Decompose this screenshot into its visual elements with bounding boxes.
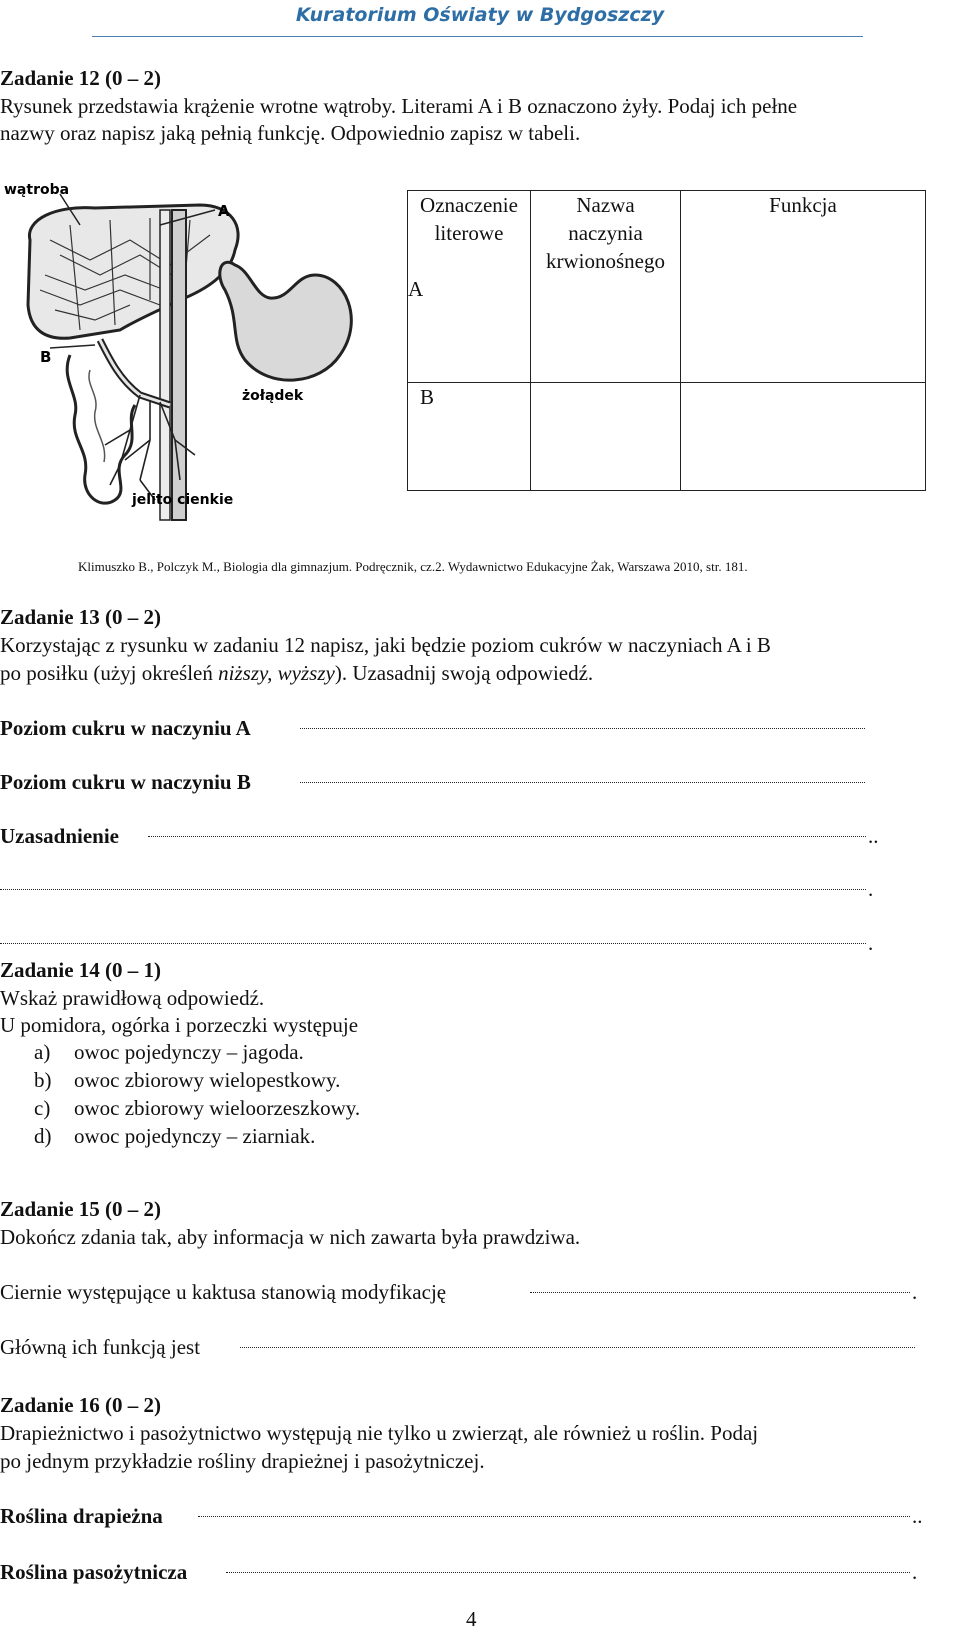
vessel-b-label: B	[40, 348, 52, 366]
row-b-function-answer[interactable]	[681, 383, 926, 491]
task14-heading: Zadanie 14 (0 – 1)	[0, 958, 162, 982]
col2-line1: Nazwa	[576, 193, 635, 217]
task14-option-c[interactable]	[34, 1094, 360, 1122]
task16-text-line2: po jednym przykładzie rośliny drapieżnej i pasożytniczej.	[0, 1449, 485, 1473]
task12-text-line1: Rysunek przedstawia krążenie wrotne wątroby. Literami A i B oznaczono żyły. Podaj ich pełne	[0, 94, 798, 118]
predator-answer-line[interactable]	[198, 1516, 910, 1517]
task13-line2-italic: niższy, wyższy	[218, 661, 335, 685]
predator-label: Roślina drapieżna	[0, 1504, 163, 1528]
task16-heading: Zadanie 16 (0 – 2)	[0, 1393, 162, 1417]
task15-answer-line-1[interactable]	[530, 1292, 910, 1293]
parasite-end: .	[912, 1560, 918, 1584]
row-b-cell	[408, 383, 531, 491]
task13-heading: Zadanie 13 (0 – 2)	[0, 605, 162, 629]
task12-text-line2: nazwy oraz napisz jaką pełnią funkcję. Odpowiednio zapisz w tabeli.	[0, 121, 581, 145]
predator-prompt	[0, 1502, 163, 1530]
row-a-label: A	[408, 277, 424, 301]
justification-line-1[interactable]	[148, 836, 866, 837]
task16-text-line1: Drapieżnictwo i pasożytnictwo występują nie tylko u zwierząt, ale również u roślin. Podaj	[0, 1421, 759, 1445]
parasite-label: Roślina pasożytnicza	[0, 1560, 188, 1584]
parasite-answer-line[interactable]	[226, 1572, 910, 1573]
hepatic-portal-figure	[0, 180, 400, 530]
option-text: owoc zbiorowy wielopestkowy.	[74, 1068, 341, 1092]
level-b-label: Poziom cukru w naczyniu B	[0, 770, 251, 794]
option-letter: a)	[34, 1040, 51, 1064]
row-b-name-answer[interactable]	[531, 383, 681, 491]
justification-label: Uzasadnienie	[0, 824, 120, 848]
task15-instruction: Dokończ zdania tak, aby informacja w nich zawarta była prawdziwa.	[0, 1225, 581, 1249]
task15-end-1: .	[912, 1280, 918, 1304]
task12-answer-table	[407, 190, 926, 491]
justification-end-3: .	[868, 931, 874, 955]
page-header: Kuratorium Oświaty w Bydgoszczy	[295, 4, 665, 26]
task15-heading: Zadanie 15 (0 – 2)	[0, 1197, 162, 1221]
level-a-label: Poziom cukru w naczyniu A	[0, 716, 251, 740]
col3-label: Funkcja	[769, 193, 837, 217]
task14-option-b[interactable]	[34, 1066, 340, 1094]
parasite-prompt	[0, 1558, 187, 1586]
row-b-label: B	[420, 385, 435, 409]
predator-end: ..	[912, 1504, 923, 1528]
task15-sentence-1: Ciernie występujące u kaktusa stanowią modyfikację	[0, 1280, 447, 1304]
task14-option-a[interactable]	[34, 1038, 304, 1066]
header-cell-function	[681, 191, 926, 383]
level-a-answer-line[interactable]	[300, 728, 865, 729]
justification-end-1: ..	[868, 824, 879, 848]
option-letter: b)	[34, 1068, 52, 1092]
header-cell-letter	[408, 191, 531, 383]
task13-line2-pre: po posiłku (użyj określeń	[0, 661, 219, 685]
task13-text-line2	[0, 659, 593, 687]
justification-line-2[interactable]	[0, 889, 866, 890]
level-b-prompt	[0, 768, 251, 796]
option-text: owoc pojedynczy – ziarniak.	[74, 1124, 316, 1148]
col1-line2: literowe	[434, 221, 504, 245]
header-divider	[92, 36, 863, 37]
task14-option-d[interactable]	[34, 1122, 315, 1150]
option-text: owoc pojedynczy – jagoda.	[74, 1040, 304, 1064]
hepatic-portal-illustration	[0, 180, 400, 530]
header-cell-name	[531, 191, 681, 383]
task15-answer-line-2[interactable]	[240, 1347, 915, 1348]
justification-prompt	[0, 822, 119, 850]
justification-line-3[interactable]	[0, 943, 866, 944]
intestine-label: jelito cienkie	[132, 492, 234, 508]
stomach-label: żołądek	[242, 388, 304, 404]
vessel-a-label: A	[218, 202, 230, 220]
task13-text-line1: Korzystając z rysunku w zadaniu 12 napisz, jaki będzie poziom cukrów w naczyniach A i B	[0, 633, 771, 657]
col2-line3: krwionośnego	[546, 249, 665, 273]
figure-citation: Klimuszko B., Polczyk M., Biologia dla gimnazjum. Podręcznik, cz.2. Wydawnictwo Edukacyjne Żak, Warszawa 2010, str. 181.	[78, 559, 748, 574]
col1-line1: Oznaczenie	[420, 193, 518, 217]
justification-end-2: .	[868, 877, 874, 901]
task14-question: U pomidora, ogórka i porzeczki występuje	[0, 1013, 359, 1037]
option-text: owoc zbiorowy wieloorzeszkowy.	[74, 1096, 361, 1120]
option-letter: c)	[34, 1096, 51, 1120]
col2-line2: naczynia	[568, 221, 643, 245]
task14-instruction: Wskaż prawidłową odpowiedź.	[0, 986, 265, 1010]
task12-heading: Zadanie 12 (0 – 2)	[0, 66, 162, 90]
task13-line2-post: ). Uzasadnij swoją odpowiedź.	[334, 661, 594, 685]
level-b-answer-line[interactable]	[300, 782, 865, 783]
page-number: 4	[466, 1607, 477, 1631]
task15-sentence-2: Główną ich funkcją jest	[0, 1335, 201, 1359]
liver-label: wątroba	[4, 182, 70, 198]
option-letter: d)	[34, 1124, 52, 1148]
level-a-prompt	[0, 714, 251, 742]
